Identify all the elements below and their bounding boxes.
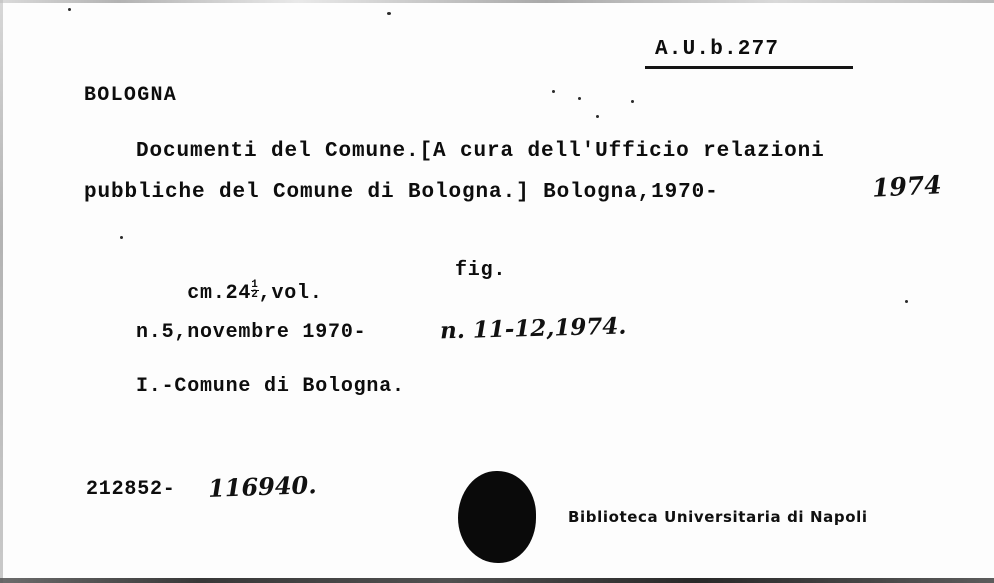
holdings-statement: n.5,novembre 1970- <box>136 321 367 344</box>
accession-number: 212852- <box>86 478 176 501</box>
card-top-edge <box>0 0 994 3</box>
accession-number-handwritten: 116940. <box>207 470 318 503</box>
call-number-underline <box>645 66 853 69</box>
collation-fraction <box>251 281 258 300</box>
holdings-handwritten: n. 11-12,1974. <box>439 312 627 345</box>
title-end-year-handwritten: 1974 <box>871 170 943 203</box>
scan-speck <box>552 90 555 93</box>
title-statement-line-2: pubbliche del Comune di Bologna.] Bologna,1970- <box>84 181 719 204</box>
card-left-edge <box>0 0 3 583</box>
scan-speck <box>631 100 634 103</box>
scan-speck <box>905 300 908 303</box>
library-stamp: Biblioteca Universitaria di Napoli <box>568 508 868 526</box>
collation-statement <box>136 259 323 328</box>
fraction-numerator: 1 <box>251 279 259 291</box>
scan-speck <box>578 97 581 100</box>
collation-size: cm.24 <box>187 282 252 305</box>
collation-illustration: fig. <box>455 259 507 282</box>
call-number: A.U.b.277 <box>655 38 780 61</box>
fraction-denominator: 2 <box>251 289 259 301</box>
subject-tracing: I.-Comune di Bologna. <box>136 375 405 398</box>
title-statement-line-1: Documenti del Comune.[A cura dell'Ufficio relazioni <box>136 140 825 163</box>
card-bottom-edge <box>0 578 994 583</box>
scan-speck <box>596 115 599 118</box>
ink-blot-icon <box>458 471 536 563</box>
scan-speck <box>68 8 71 11</box>
collation-suffix: ,vol. <box>258 282 323 305</box>
scan-speck <box>120 236 123 239</box>
heading-place: BOLOGNA <box>84 84 178 107</box>
scan-speck <box>387 12 391 15</box>
